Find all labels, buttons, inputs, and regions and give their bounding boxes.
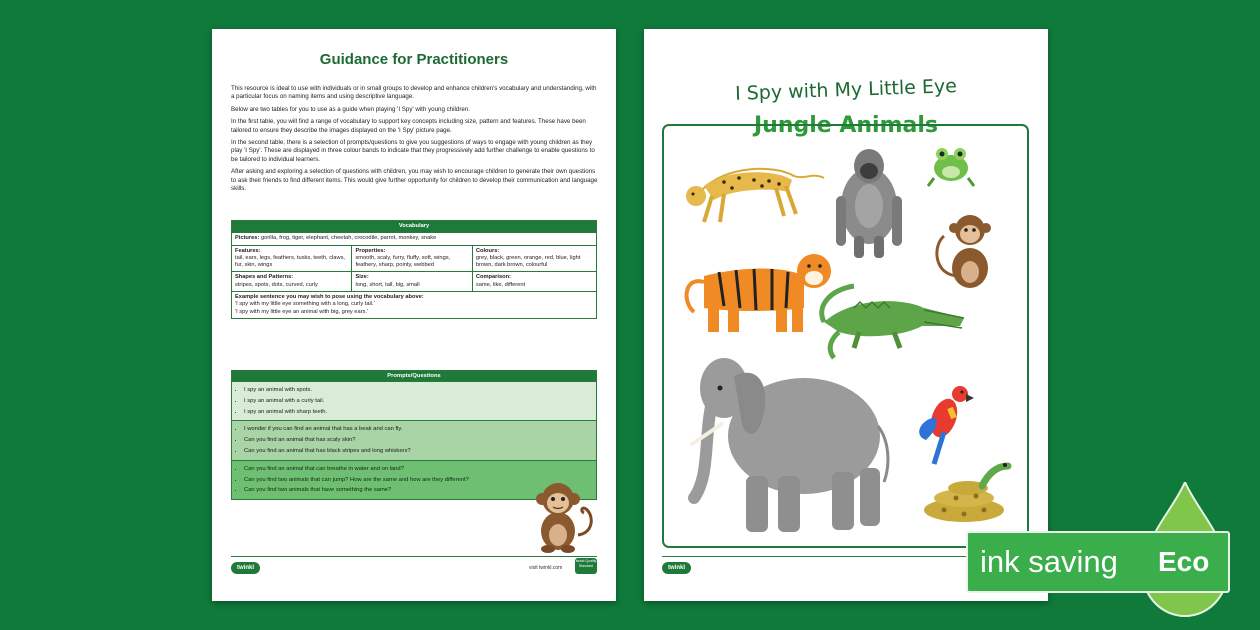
prompt-band-1 <box>232 381 596 420</box>
properties-cell <box>352 245 472 272</box>
twinkl-logo: twinkl <box>662 562 691 574</box>
colours-label: Colours: <box>475 247 500 254</box>
intro-paragraph: In the second table, there is a selection of prompts/questions to give you suggestions of ways to engage with young children as they play 'I Spy'. These are displayed in three colour bands to indicate that they progressively add further challenge to enable questions to be tailored to individual learners. <box>231 139 595 163</box>
size-value: long, short, tall, big, small <box>355 281 420 288</box>
properties-value: smooth, scaly, furry, fluffy, soft, wings, feathery, sharp, pointy, webbed <box>355 254 451 269</box>
intro-paragraph: In the first table, you will find a range of vocabulary to support key concepts including size, pattern and features. These have been tailored to ensure they describe the images displayed on the 'I Spy' picture page. <box>231 118 586 134</box>
prompt-item: • Can you find two animals that have something the same? <box>244 485 592 496</box>
page-title: Guidance for Practitioners <box>319 51 509 68</box>
monkey-illustration <box>528 475 596 555</box>
comparison-cell <box>472 272 596 292</box>
example-label: Example sentence you may wish to pose using the vocabulary above: <box>235 294 424 301</box>
parrot-image <box>919 386 974 464</box>
monkey-image <box>937 215 991 288</box>
colours-cell <box>472 245 596 272</box>
comparison-value: same, like, different <box>475 281 526 288</box>
shapes-cell <box>232 272 352 292</box>
gorilla-image <box>836 149 902 258</box>
intro-paragraph: This resource is ideal to use with individuals or in small groups to develop and enhance children's vocabulary and understanding, with a particular focus on naming items and using descriptive language. <box>231 85 597 101</box>
picture-page <box>644 29 1048 601</box>
prompt-item: • I spy an animal with sharp teeth. <box>244 407 592 418</box>
snake-image <box>924 463 1008 522</box>
footer-divider <box>231 556 597 557</box>
prompts-header: Prompts/Questions <box>232 371 596 381</box>
prompt-item: • Can you find an animal that has scaly skin? <box>244 435 592 446</box>
crocodile-image <box>822 286 964 358</box>
shapes-label: Shapes and Patterns: <box>235 274 294 281</box>
page-subtitle: Jungle Animals <box>753 113 938 138</box>
prompt-item: • Can you find two animals that can jump? How are the same and how are they different? <box>244 475 592 486</box>
twinkl-logo: twinkl <box>231 562 260 574</box>
tiger-image <box>687 254 831 332</box>
quality-badge: twinkl Quality Standard <box>575 558 597 574</box>
guidance-page <box>212 29 616 601</box>
prompt-item: • I wonder if you can find an animal that has a beak and can fly. <box>244 424 592 435</box>
animals-frame <box>662 124 1029 548</box>
pictures-cell <box>232 233 597 245</box>
size-cell <box>352 272 472 292</box>
shapes-value: stripes, spots, dots, curved, curly <box>235 281 318 288</box>
example-sentence: 'I spy with my little eye an animal with big, grey ears.' <box>235 308 369 315</box>
frog-image <box>928 148 974 186</box>
prompt-item: • Can you find an animal that can breathe in water and on land? <box>244 464 592 475</box>
properties-label: Properties: <box>355 247 386 254</box>
prompt-item: • I spy an animal with spots. <box>244 385 592 396</box>
features-value: tail, ears, legs, feathers, tusks, teeth, claws, fur, skin, wings <box>235 254 346 269</box>
colours-value: grey, black, green, orange, red, blue, light brown, dark brown, colourful <box>475 254 581 269</box>
prompt-item: • Can you find an animal that has black stripes and long whiskers? <box>244 446 592 457</box>
features-label: Features: <box>235 247 261 254</box>
page-title: I Spy with My Little Eye <box>734 75 958 105</box>
size-label: Size: <box>355 274 369 281</box>
example-cell <box>232 292 597 319</box>
eco-label: Eco <box>1158 546 1210 577</box>
prompt-band-2 <box>232 420 596 459</box>
features-cell <box>232 245 352 272</box>
intro-paragraph: After asking and exploring a selection of questions with children, you may wish to encourage children to generate their own questions to ask their friends to find different items. This would give further opportunity for children to develop their communication and language skills. <box>231 168 598 193</box>
vocabulary-header: Vocabulary <box>232 221 597 233</box>
elephant-image <box>692 358 888 532</box>
visit-link[interactable]: visit twinkl.com <box>529 565 563 571</box>
intro-text <box>231 85 599 197</box>
animals-illustration <box>664 126 1029 548</box>
ink-saving-text: ink saving <box>980 544 1118 579</box>
example-sentence: 'I spy with my little eye something with a long, curly tail.' <box>235 301 375 308</box>
prompt-item: • I spy an animal with a curly tail. <box>244 396 592 407</box>
cheetah-image <box>686 169 824 222</box>
pictures-value: gorilla, frog, tiger, elephant, cheetah, crocodile, parrot, monkey, snake <box>260 235 437 242</box>
vocabulary-table <box>231 220 597 319</box>
intro-paragraph: Below are two tables for you to use as a guide when playing 'I Spy' with young children. <box>231 105 471 113</box>
comparison-label: Comparison: <box>475 274 511 281</box>
pictures-label: Pictures: <box>235 235 260 242</box>
